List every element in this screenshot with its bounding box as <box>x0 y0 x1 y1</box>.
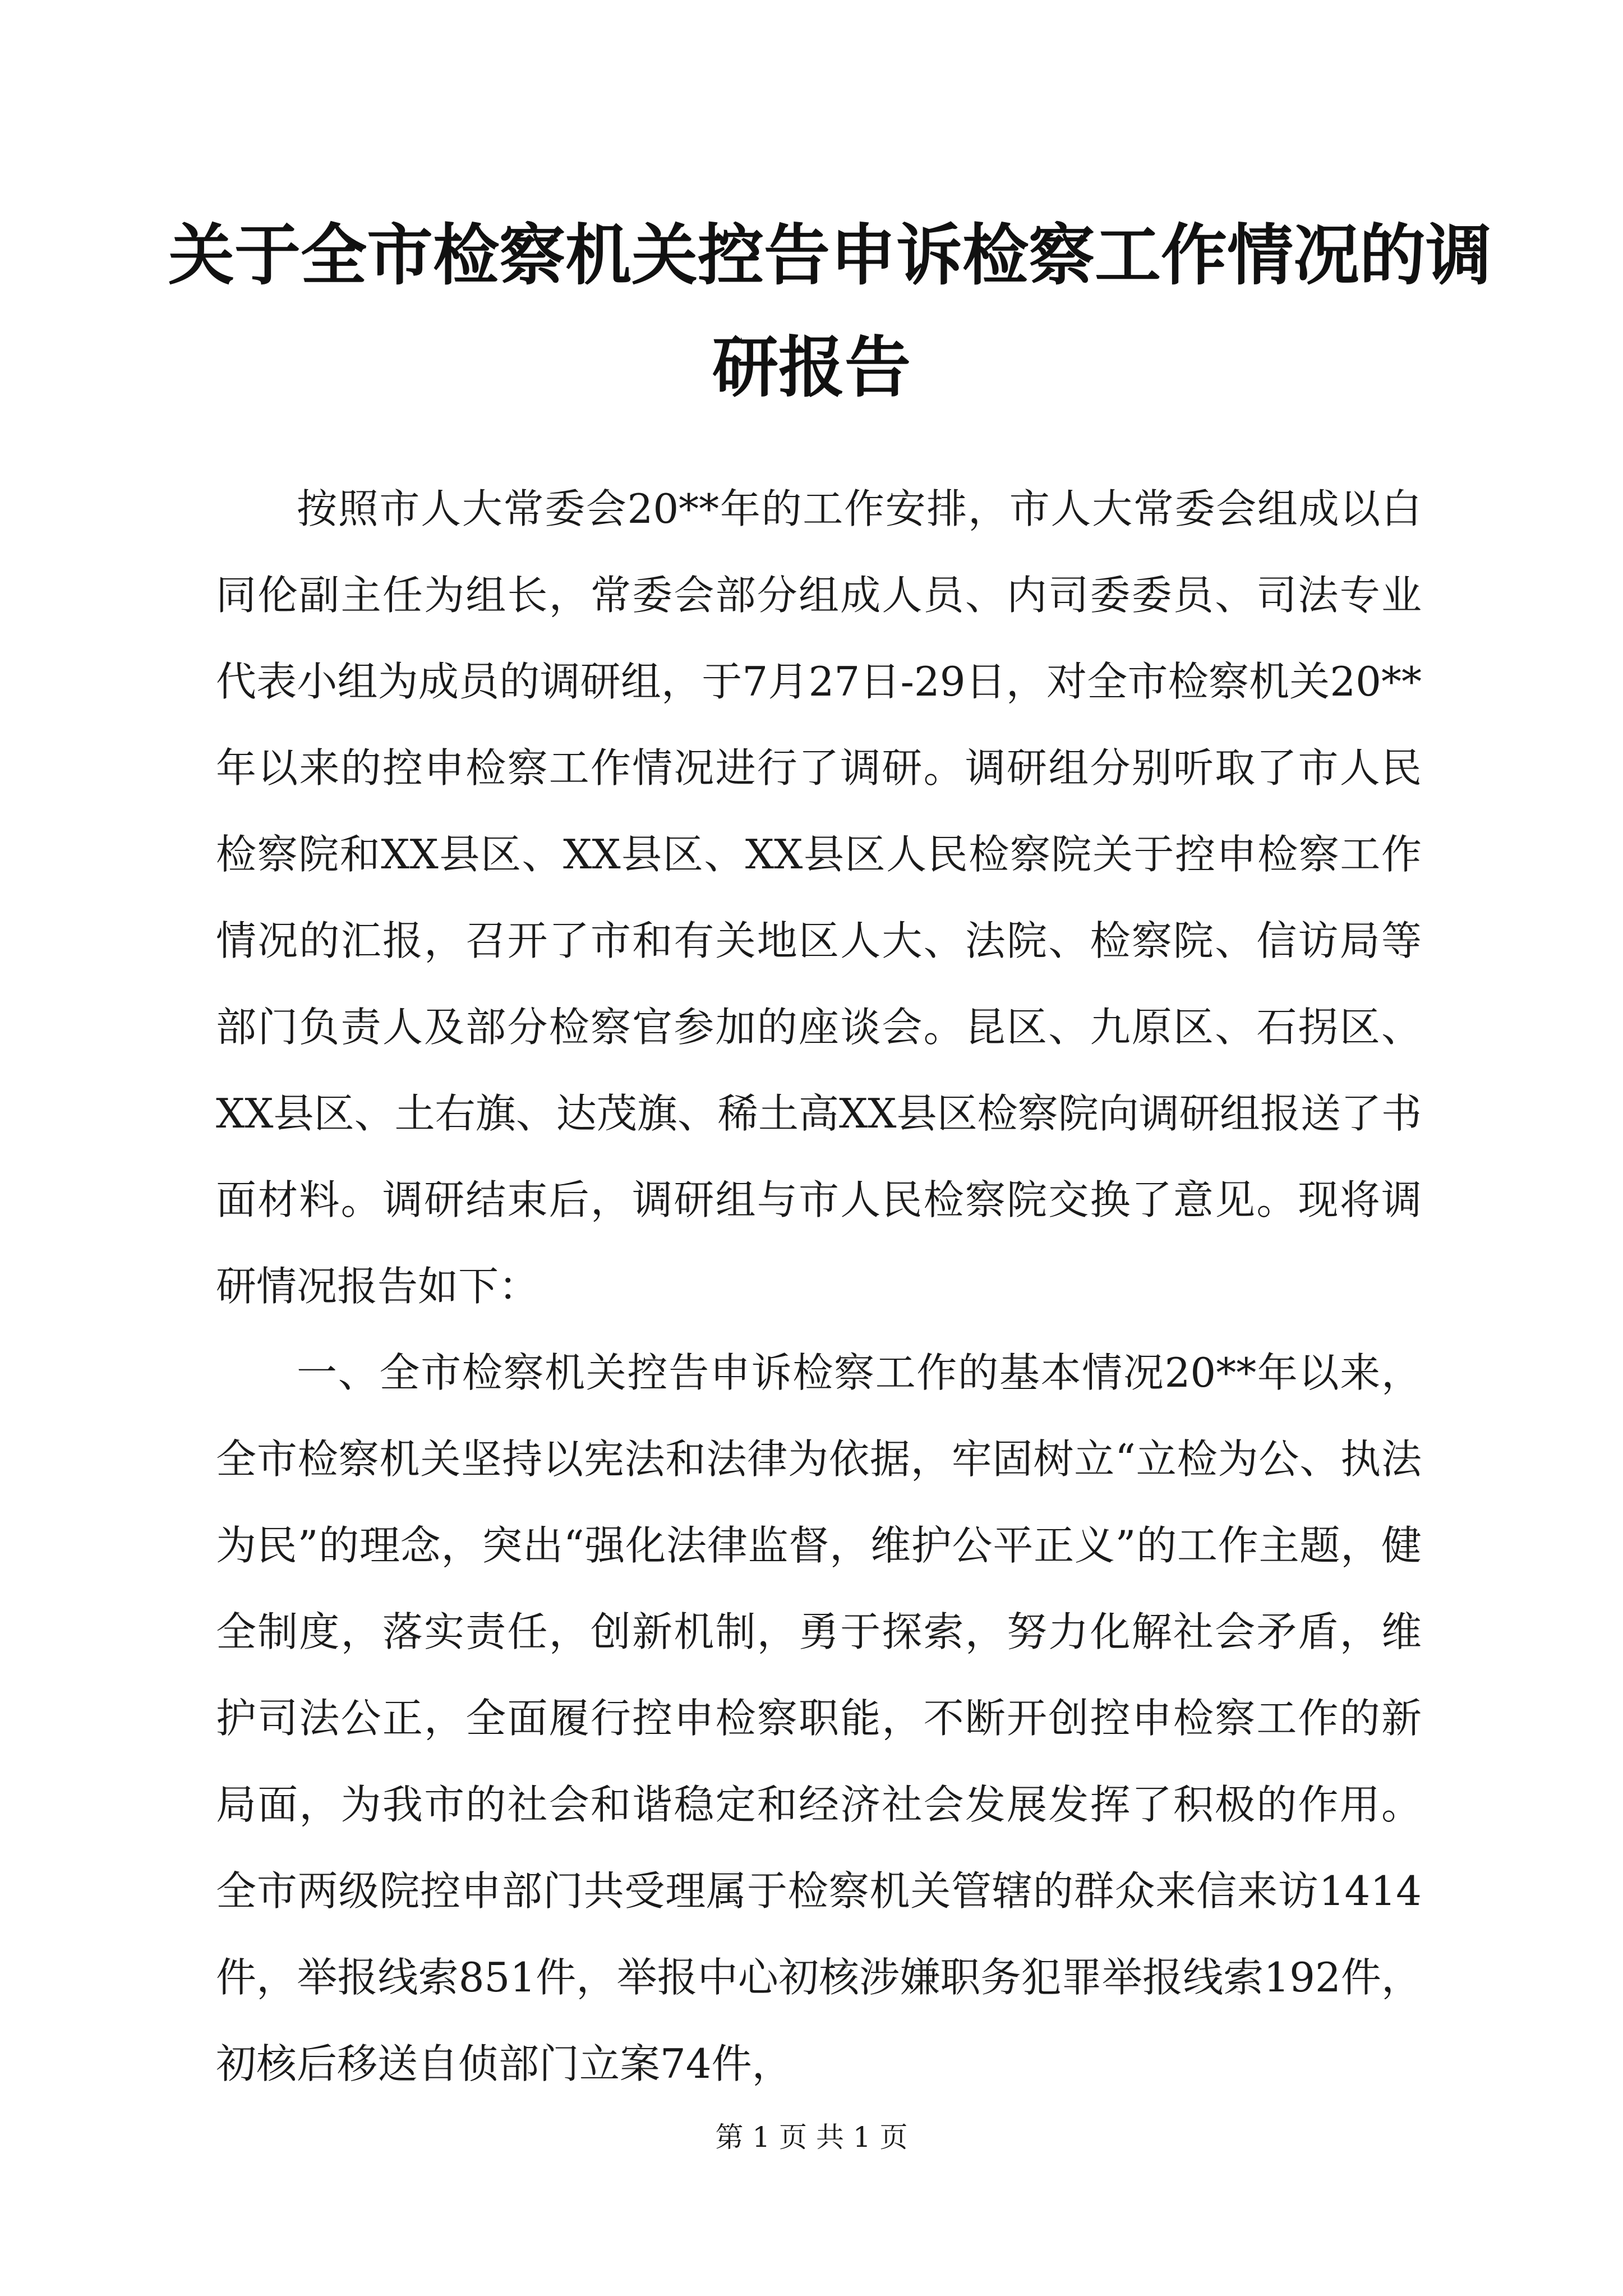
document-title-line-1: 关于全市检察机关控告申诉检察工作情况的调 <box>168 216 1492 294</box>
document-title-line-2: 研报告 <box>712 328 911 406</box>
paragraph-section-1: 一、全市检察机关控告申诉检察工作的基本情况20**年以来，全市检察机关坚持以宪法和法律为依据，牢固树立“立检为公、执法为民”的理念，突出“强化法律监督，维护公平正义”的工作主题，健全制度，落实责任，创新机制，勇于探索，努力化解社会矛盾，维护司法公正，全面履行控申检察职能，不断开创控申检察工作的新局面，为我市的社会和谐稳定和经济社会发展发挥了积极的作用。全市两级院控申部门共受理属于检察机关管辖的群众来信来访1414件，举报线索851件，举报中心初核涉嫌职务犯罪举报线索192件，初核后移送自侦部门立案74件， <box>216 1349 1422 2087</box>
page-footer: 第 1 页 共 1 页 <box>715 2121 908 2154</box>
document-body <box>216 466 1422 2107</box>
paragraph-intro: 按照市人大常委会20**年的工作安排，市人大常委会组成以白同伦副主任为组长，常委会部分组成人员、内司委委员、司法专业代表小组为成员的调研组，于7月27日-29日，对全市检察机关20**年以来的控申检察工作情况进行了调研。调研组分别听取了市人民检察院和XX县区、XX县区、XX县区人民检察院关于控申检察工作情况的汇报，召开了市和有关地区人大、法院、检察院、信访局等部门负责人及部分检察官参加的座谈会。昆区、九原区、石拐区、XX县区、土右旗、达茂旗、稀土高XX县区检察院向调研组报送了书面材料。调研结束后，调研组与市人民检察院交换了意见。现将调研情况报告如下： <box>216 485 1422 1310</box>
